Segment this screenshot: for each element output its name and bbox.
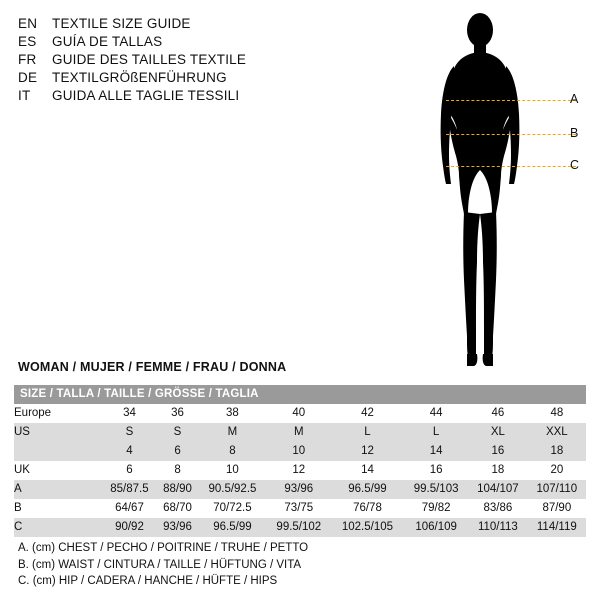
row-cell: 8 (174, 464, 181, 476)
body-silhouette-icon (430, 8, 590, 373)
row-label: Europe (14, 407, 52, 419)
row-cell: 10 (292, 445, 306, 457)
row-cell: 6 (174, 445, 181, 457)
table-row (14, 404, 586, 423)
language-code: IT (18, 88, 31, 103)
language-header-block (18, 16, 318, 106)
language-title: GUIDE DES TAILLES TEXTILE (52, 52, 247, 67)
row-cell: 10 (226, 464, 239, 476)
measure-label-b: B (570, 126, 579, 140)
language-code: ES (18, 34, 37, 49)
table-row (14, 518, 586, 537)
female-silhouette-figure (430, 8, 590, 373)
table-header-row (14, 385, 586, 404)
chest-measure-line (446, 100, 576, 101)
row-cell: 99.5/102 (276, 521, 322, 533)
row-label: UK (14, 464, 30, 476)
row-cell: M (294, 426, 304, 438)
row-cell: 38 (226, 407, 239, 419)
table-header-label: SIZE / TALLA / TAILLE / GRÖSSE / TAGLIA (20, 388, 259, 400)
row-cell: 83/86 (483, 502, 513, 514)
row-cell: 76/78 (353, 502, 382, 514)
row-cell: 79/82 (421, 502, 451, 514)
row-cell: S (173, 426, 182, 438)
section-title: WOMAN / MUJER / FEMME / FRAU / DONNA (18, 360, 287, 374)
row-label: A (14, 483, 22, 495)
row-cell: 85/87.5 (110, 483, 149, 495)
row-cell: L (432, 426, 440, 438)
language-row (18, 88, 318, 106)
row-label (14, 442, 102, 461)
language-row (18, 70, 318, 88)
waist-measure-line (446, 134, 576, 135)
row-cell: L (364, 426, 371, 438)
hip-measure-line (446, 166, 576, 167)
row-cell: 87/90 (542, 502, 572, 514)
row-cell: 106/109 (415, 521, 457, 533)
row-cell: XL (490, 426, 505, 438)
row-cell: 90.5/92.5 (208, 483, 257, 495)
language-title: GUIDA ALLE TAGLIE TESSILI (52, 88, 240, 103)
language-row (18, 34, 318, 52)
row-cell: 110/113 (477, 521, 518, 533)
table-row (14, 442, 586, 461)
row-cell: 107/110 (536, 483, 578, 495)
table-row (14, 423, 586, 442)
language-title: TEXTILGRÖßENFÜHRUNG (52, 70, 227, 85)
row-cell: 18 (550, 445, 564, 457)
row-cell: 14 (429, 445, 443, 457)
row-cell: 68/70 (163, 502, 192, 514)
language-title: GUÍA DE TALLAS (52, 34, 163, 49)
row-cell: 44 (429, 407, 443, 419)
row-cell: 16 (491, 445, 505, 457)
row-cell: S (125, 426, 134, 438)
row-cell: M (227, 426, 238, 438)
row-cell: 4 (126, 445, 133, 457)
legend-item-b: B. (cm) WAIST / CINTURA / TAILLE / HÜFTUNG / VITA (18, 558, 302, 571)
row-cell: 88/90 (163, 483, 192, 495)
row-cell: 18 (491, 464, 505, 476)
row-label: C (14, 521, 23, 533)
table-row (14, 461, 586, 480)
row-cell: 12 (292, 464, 306, 476)
language-row (18, 16, 318, 34)
row-cell: 14 (361, 464, 374, 476)
row-cell: 102.5/105 (341, 521, 394, 533)
row-cell: 6 (126, 464, 133, 476)
legend-item-c: C. (cm) HIP / CADERA / HANCHE / HÜFTE / HIPS (18, 575, 278, 587)
size-table (14, 385, 586, 537)
measurement-legend (18, 540, 308, 590)
row-cell: 114/119 (536, 521, 577, 533)
row-cell: 64/67 (115, 502, 144, 514)
row-label: US (14, 426, 30, 438)
row-cell: 93/96 (163, 521, 192, 533)
row-cell: 34 (123, 407, 136, 419)
measure-label-c: C (570, 158, 580, 172)
row-cell: 16 (429, 464, 443, 476)
row-cell: 73/75 (284, 502, 314, 514)
row-cell: 96.5/99 (348, 483, 387, 495)
row-cell: 40 (292, 407, 306, 419)
row-cell: 99.5/103 (413, 483, 459, 495)
row-cell: 70/72.5 (213, 502, 252, 514)
language-code: EN (18, 16, 38, 31)
language-title: TEXTILE SIZE GUIDE (52, 16, 191, 31)
language-code: DE (18, 70, 38, 85)
row-cell: XXL (545, 426, 568, 438)
table-row (14, 499, 586, 518)
row-cell: 93/96 (284, 483, 314, 495)
measure-label-a: A (570, 92, 579, 106)
legend-item-a: A. (cm) CHEST / PECHO / POITRINE / TRUHE / PETTO (18, 542, 309, 554)
row-cell: 12 (361, 445, 374, 457)
row-cell: 36 (171, 407, 184, 419)
language-row (18, 52, 318, 70)
row-cell: 90/92 (115, 521, 144, 533)
row-cell: 48 (550, 407, 564, 419)
row-cell: 96.5/99 (213, 521, 252, 533)
row-label: B (14, 502, 22, 514)
row-cell: 20 (550, 464, 564, 476)
row-cell: 46 (491, 407, 505, 419)
row-cell: 104/107 (477, 483, 519, 495)
row-cell: 42 (361, 407, 374, 419)
language-code: FR (18, 52, 37, 67)
row-cell: 8 (229, 445, 236, 457)
table-row (14, 480, 586, 499)
